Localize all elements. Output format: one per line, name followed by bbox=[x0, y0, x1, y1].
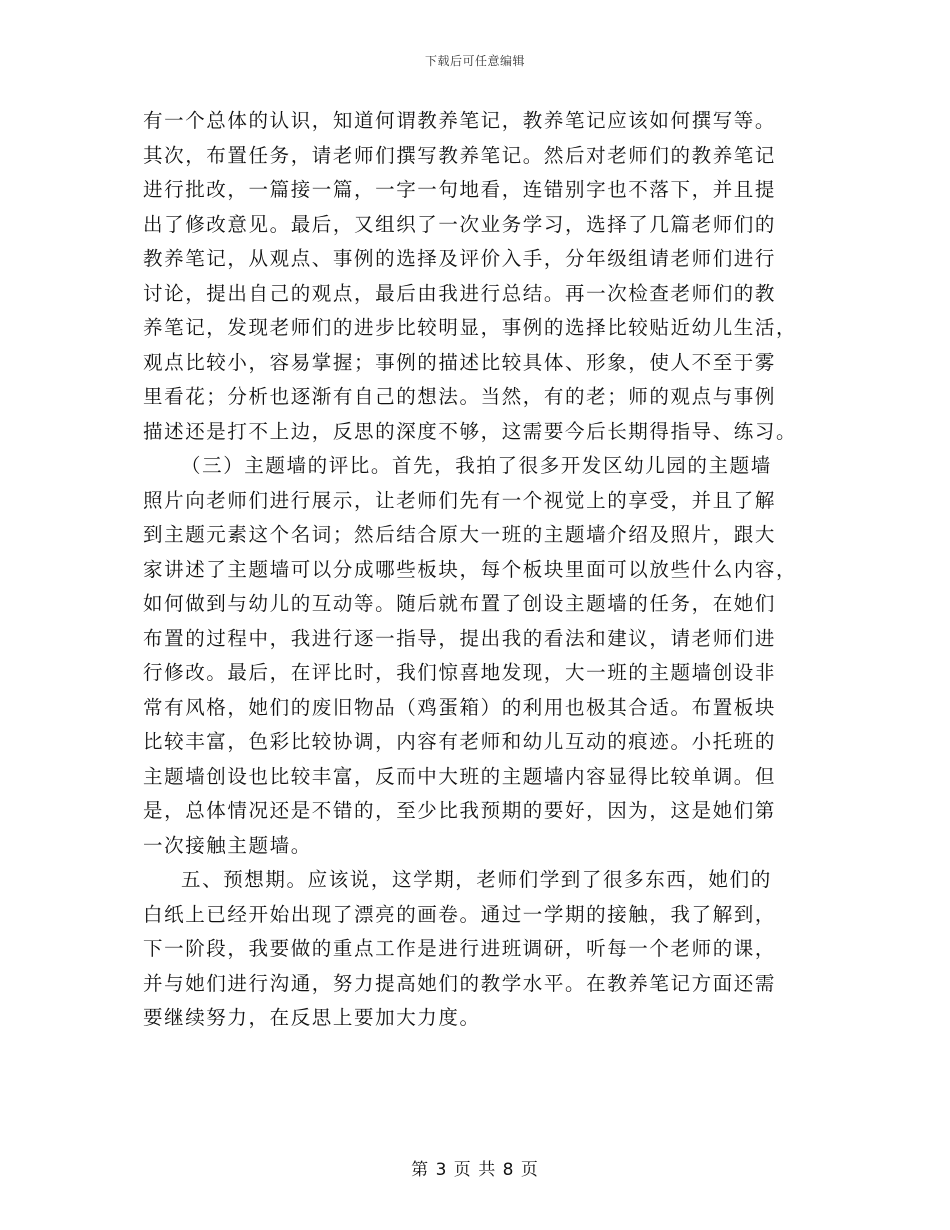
text-line: 里看花；分析也逐渐有自己的想法。当然，有的老；师的观点与事例 bbox=[143, 385, 777, 408]
text-line: 白纸上已经开始出现了漂亮的画卷。通过一学期的接触，我了解到， bbox=[143, 902, 777, 926]
body-text bbox=[143, 104, 813, 1036]
text-line: 是，总体情况还是不错的，至少比我预期的要好，因为，这是她们第 bbox=[143, 799, 777, 822]
text-line: 下一阶段，我要做的重点工作是进行进班调研，听每一个老师的课， bbox=[143, 937, 777, 960]
text-line: 布置的过程中，我进行逐一指导，提出我的看法和建议，请老师们进 bbox=[143, 626, 777, 650]
page-number: 第 3 页 共 8 页 bbox=[411, 1160, 539, 1180]
text-line: 要继续努力，在反思上要加大力度。 bbox=[143, 1006, 481, 1029]
text-line: 照片向老师们进行展示，让老师们先有一个视觉上的享受，并且了解 bbox=[143, 488, 777, 512]
text-line: 一次接触主题墙。 bbox=[143, 833, 312, 857]
text-line: 描述还是打不上边，反思的深度不够，这需要今后长期得指导、练习。 bbox=[143, 419, 798, 443]
text-line: 教养笔记，从观点、事例的选择及评价入手，分年级组请老师们进行 bbox=[143, 247, 777, 270]
header-note: 下载后可任意编辑 bbox=[424, 54, 525, 68]
text-line: 家讲述了主题墙可以分成哪些板块，每个板块里面可以放些什么内容， bbox=[143, 557, 798, 581]
text-line: 讨论，提出自己的观点，最后由我进行总结。再一次检查老师们的教 bbox=[143, 281, 777, 305]
text-line: 常有风格，她们的废旧物品（鸡蛋箱）的利用也极其合适。布置板块 bbox=[143, 695, 777, 719]
paragraph-start-line: 五、预想期。应该说，这学期，老师们学到了很多东西，她们的 bbox=[181, 868, 772, 891]
text-line: 养笔记，发现老师们的进步比较明显，事例的选择比较贴近幼儿生活， bbox=[143, 316, 798, 339]
text-line: 并与她们进行沟通，努力提高她们的教学水平。在教养笔记方面还需 bbox=[143, 971, 777, 995]
text-line: 行修改。最后，在评比时，我们惊喜地发现，大一班的主题墙创设非 bbox=[143, 661, 777, 684]
text-line: 有一个总体的认识，知道何谓教养笔记，教养笔记应该如何撰写等。 bbox=[143, 109, 777, 132]
text-line: 进行批改，一篇接一篇，一字一句地看，连错别字也不落下，并且提 bbox=[143, 178, 777, 201]
text-line: 比较丰富，色彩比较协调，内容有老师和幼儿互动的痕迹。小托班的 bbox=[143, 730, 777, 753]
text-line: 到主题元素这个名词；然后结合原大一班的主题墙介绍及照片，跟大 bbox=[143, 523, 777, 546]
text-line: 主题墙创设也比较丰富，反而中大班的主题墙内容显得比较单调。但 bbox=[143, 764, 777, 788]
paragraph-start-line: （三）主题墙的评比。首先，我拍了很多开发区幼儿园的主题墙 bbox=[181, 454, 772, 477]
text-line: 观点比较小，容易掌握；事例的描述比较具体、形象，使人不至于雾 bbox=[143, 350, 777, 374]
text-line: 如何做到与幼儿的互动等。随后就布置了创设主题墙的任务，在她们 bbox=[143, 592, 777, 615]
text-line: 其次，布置任务，请老师们撰写教养笔记。然后对老师们的教养笔记 bbox=[143, 143, 777, 167]
text-line: 出了修改意见。最后，又组织了一次业务学习，选择了几篇老师们的 bbox=[143, 212, 777, 236]
